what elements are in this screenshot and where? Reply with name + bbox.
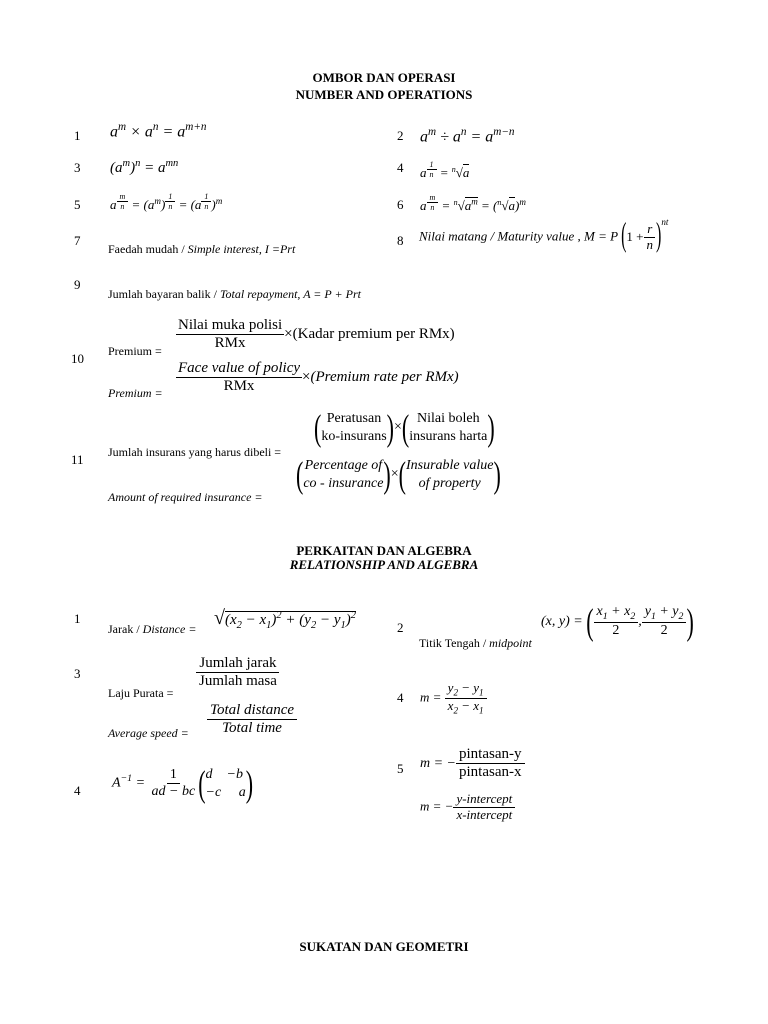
formula-inverse-matrix: $A^{-1}$ = $\frac{1}{ad - bc}$ ( d −b −c a ) [112, 761, 254, 804]
item-number: 10 [71, 351, 84, 366]
formula-index-law-divide: $a^m \div a^n = a^{m-n}$ [420, 126, 515, 146]
formula-midpoint: (x, y) = ( $\frac{x_1 + x_2}{2}$ , $\frac{y_1 + y_2}{2}$ ) [541, 599, 694, 642]
section-title-ms: PERKAITAN DAN ALGEBRA [296, 543, 472, 558]
premium-denominator-ms: RMx [214, 335, 246, 352]
item-number: 3 [74, 666, 81, 681]
section-title-en: NUMBER AND OPERATIONS [295, 87, 473, 102]
item-number: 5 [74, 197, 81, 212]
section-title-en: RELATIONSHIP AND ALGEBRA [289, 557, 479, 572]
formula-rational-index: a $^{\frac{m}{n}}$ = $(a^m)$ $^{\frac{1}{n}}$ = (a $^{\frac{1}{n}}$ )$^m$ [110, 192, 223, 213]
item-number: 3 [74, 160, 81, 175]
premium-formula-en: $\frac{\text{Face value of policy}}{\text{RMx}}$ ×(Premium rate per RMx) [178, 360, 459, 395]
premium-formula-ms: $\frac{\text{Nilai muka polisi}}{\text{RMx}}$ ×(Kadar premium per RMx) [178, 317, 455, 352]
distance-label: Jarak / Distance = [108, 622, 197, 636]
item-number: 2 [397, 620, 404, 635]
item-number: 9 [74, 277, 81, 292]
formula-distance: $√(x_2 - x_1)^2 + (y_2 - y_1)^2$ [214, 607, 356, 631]
formula-gradient-intercept-ms: m = − $\frac{\text{pintasan-y}}{\text{pintasan-x}}$ [420, 746, 525, 782]
midpoint-label: Titik Tengah / midpoint [419, 636, 532, 650]
item-number: 7 [74, 233, 81, 248]
item-number: 4 [397, 160, 404, 175]
insurance-formula-ms: ( Peratusan ko-insurans ) × ( Nilai boleh insurans harta ) [314, 405, 495, 448]
insurance-formula-en: ( Percentage of co - insurance ) × ( Insurable value of property ) [296, 452, 501, 495]
item-number: 4 [74, 783, 81, 798]
formula-gradient-points: m = $\frac{y_2 - y_1}{x_2 - x_1}$ [420, 681, 487, 716]
formula-index-law-multiply: $a^m \times a^n = a^{m+n}$ [110, 121, 207, 141]
formula-maturity-value: Nilai matang / Maturity value , M = P ( 1 + $\frac{r}{n}$ ) $^{nt}$ [419, 217, 669, 255]
item-number: 5 [397, 761, 404, 776]
premium-rate-ms: (Kadar premium per RMx) [292, 326, 455, 343]
item-number: 6 [397, 197, 404, 212]
item-number: 1 [74, 128, 81, 143]
average-speed-label-en: Average speed = [108, 726, 189, 740]
simple-interest-label: Faedah mudah / Simple interest, I =Prt [108, 242, 296, 256]
average-speed-label-ms: Laju Purata = [108, 686, 174, 700]
section-title-ms: OMBOR DAN OPERASI [312, 70, 456, 85]
premium-label-en: Premium = [108, 386, 163, 400]
average-speed-formula-en: $\frac{\text{Total distance}}{\text{Total time}}$ [207, 702, 297, 738]
maturity-value-label: Nilai matang / Maturity value , [419, 228, 581, 244]
formula-fractional-index: a $^{\frac{1}{n}}$ = $^n$√a [420, 160, 470, 181]
insurance-label-ms: Jumlah insurans yang harus dibeli = [108, 445, 282, 459]
item-number: 11 [71, 452, 84, 467]
formula-rational-index-root: a $^{\frac{m}{n}}$ = $^n√a^m = (^n√a)^m$ [420, 193, 526, 214]
formula-gradient-intercept-en: m = − $\frac{\text{y-intercept}}{\text{x-intercept}}$ [420, 792, 515, 823]
item-number: 4 [397, 690, 404, 705]
insurance-label-en: Amount of required insurance = [108, 490, 263, 504]
premium-denominator-en: RMx [223, 378, 255, 395]
formula-power-of-power: $(a^m)^n = a^{mn}$ [110, 158, 179, 176]
item-number: 2 [397, 128, 404, 143]
premium-numerator-ms: Nilai muka polisi [176, 317, 284, 335]
item-number: 1 [74, 611, 81, 626]
item-number: 8 [397, 233, 404, 248]
premium-label-ms: Premium = [108, 344, 162, 358]
section-title-ms: SUKATAN DAN GEOMETRI [299, 939, 469, 954]
premium-rate-en: (Premium rate per RMx) [310, 369, 459, 386]
premium-numerator-en: Face value of policy [176, 360, 302, 378]
average-speed-formula-ms: $\frac{\text{Jumlah jarak}}{\text{Jumlah masa}}$ [196, 655, 280, 691]
total-repayment-label: Jumlah bayaran balik / Total repayment, A = P + Prt [108, 287, 361, 301]
